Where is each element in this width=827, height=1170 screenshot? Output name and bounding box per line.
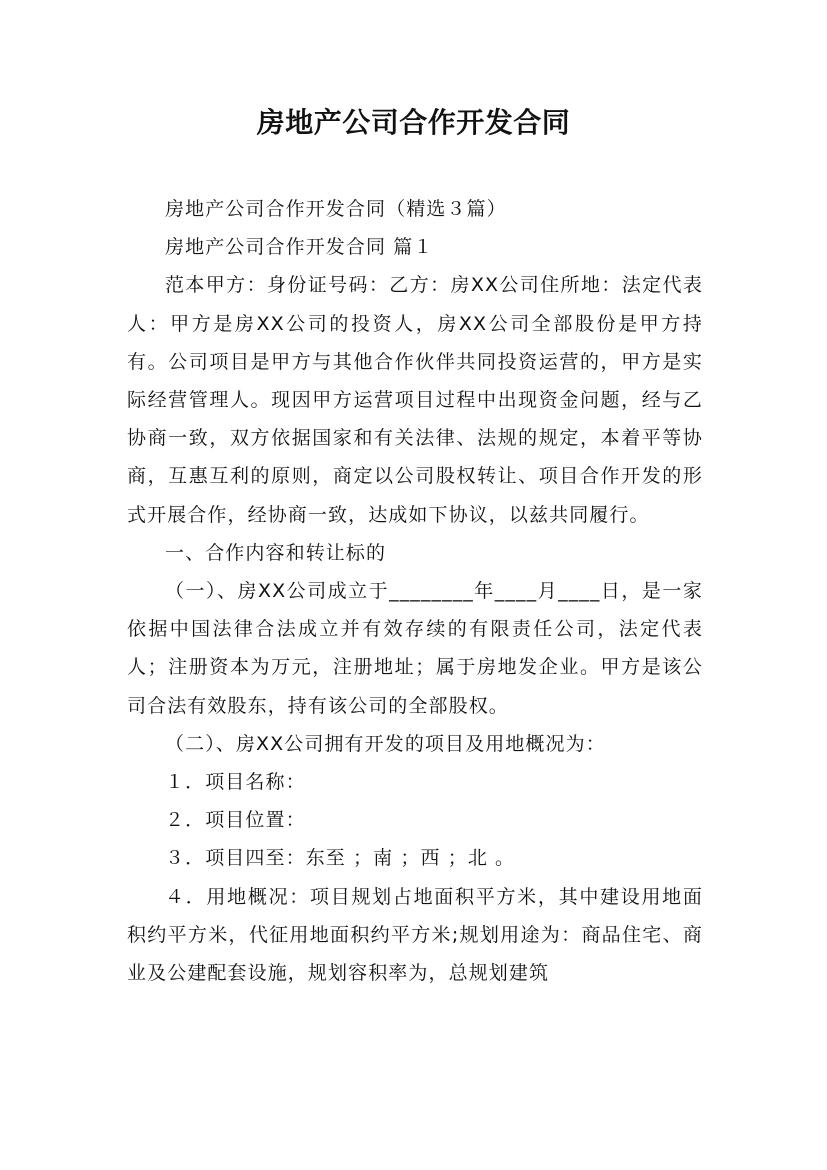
paragraph-project-overview: （二）、房XX公司拥有开发的项目及用地概况为： <box>165 732 606 755</box>
document-body <box>127 190 703 992</box>
paragraph-project-name: １．项目名称： <box>165 771 306 794</box>
paragraph-section-heading: 房地产公司合作开发合同 篇１ <box>165 236 434 259</box>
paragraph-company-info: （一）、房XX公司成立于________年____月____日，是一家依据中国法律合法成立并有效存续的有限责任公司，法定代表人；注册资本为万元，注册地址；属于房地发企业。甲方是该公司合法有效股东，持有该公司的全部股权。 <box>127 580 703 717</box>
document-title: 房地产公司合作开发合同 <box>256 106 571 139</box>
paragraph-land-overview: ４．用地概况：项目规划占地面积平方米，其中建设用地面积约平方米，代征用地面积约平方米;规划用途为：商品住宅、商业及公建配套设施，规划容积率为，总规划建筑 <box>127 885 703 985</box>
paragraph-cooperation-heading: 一、合作内容和转让标的 <box>165 541 387 564</box>
paragraph-project-boundaries: ３．项目四至：东至 ；南 ；西 ；北 。 <box>165 847 516 870</box>
paragraph-project-location: ２．项目位置： <box>165 809 306 832</box>
paragraph-intro: 范本甲方：身份证号码：乙方：房XX公司住所地：法定代表人：甲方是房XX公司的投资人，房XX公司全部股份是甲方持有。公司项目是甲方与其他合作伙伴共同投资运营的，甲方是实际经营管理人。现因甲方运营项目过程中出现资金问题，经与乙协商一致，双方依据国家和有关法律、法规的规定，本着平等协商，互惠互利的原则，商定以公司股权转让、项目合作开发的形式开展合作，经协商一致，达成如下协议，以兹共同履行。 <box>127 274 703 526</box>
paragraph-subtitle: 房地产公司合作开发合同（精选３篇） <box>165 198 507 220</box>
